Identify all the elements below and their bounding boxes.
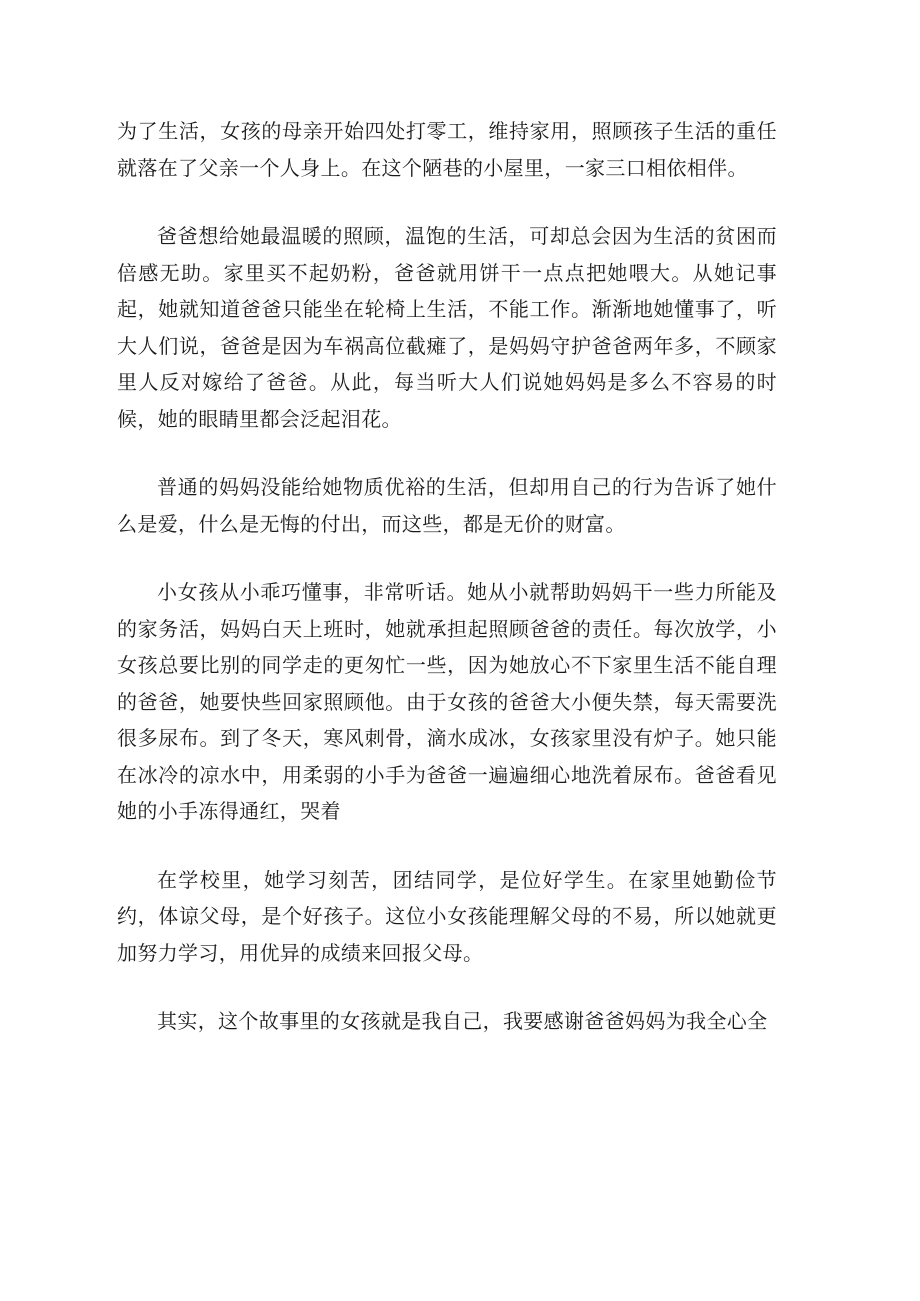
paragraph-2: 爸爸想给她最温暖的照顾，温饱的生活，可却总会因为生活的贫困而倍感无助。家里买不起奶粉，爸爸就用饼干一点点把她喂大。从她记事起，她就知道爸爸只能坐在轮椅上生活，不能工作。渐渐地她懂事了，听大人们说，爸爸是因为车祸高位截瘫了，是妈妈守护爸爸两年多，不顾家里人反对嫁给了爸爸。从此，每当听大人们说她妈妈是多么不容易的时候，她的眼睛里都会泛起泪花。 — [117, 224, 777, 431]
paragraph-1: 为了生活，女孩的母亲开始四处打零工，维持家用，照顾孩子生活的重任就落在了父亲一个人身上。在这个陋巷的小屋里，一家三口相依相伴。 — [117, 119, 777, 180]
paragraph-4: 小女孩从小乖巧懂事，非常听话。她从小就帮助妈妈干一些力所能及的家务活，妈妈白天上班时，她就承担起照顾爸爸的责任。每次放学，小女孩总要比别的同学走的更匆忙一些，因为她放心不下家里生活不能自理的爸爸，她要快些回家照顾他。由于女孩的爸爸大小便失禁，每天需要洗很多尿布。到了冬天，寒风刺骨，滴水成冰，女孩家里没有炉子。她只能在冰冷的凉水中，用柔弱的小手为爸爸一遍遍细心地洗着尿布。爸爸看见她的小手冻得通红，哭着 — [117, 580, 777, 823]
document-body — [117, 113, 777, 1072]
paragraph-3: 普通的妈妈没能给她物质优裕的生活，但却用自己的行为告诉了她什么是爱，什么是无悔的付出，而这些，都是无价的财富。 — [117, 475, 777, 536]
paragraph-5: 在学校里，她学习刻苦，团结同学，是位好学生。在家里她勤俭节约，体谅父母，是个好孩子。这位小女孩能理解父母的不易，所以她就更加努力学习，用优异的成绩来回报父母。 — [117, 867, 777, 965]
paragraph-6: 其实，这个故事里的女孩就是我自己，我要感谢爸爸妈妈为我全心全 — [157, 1009, 768, 1033]
